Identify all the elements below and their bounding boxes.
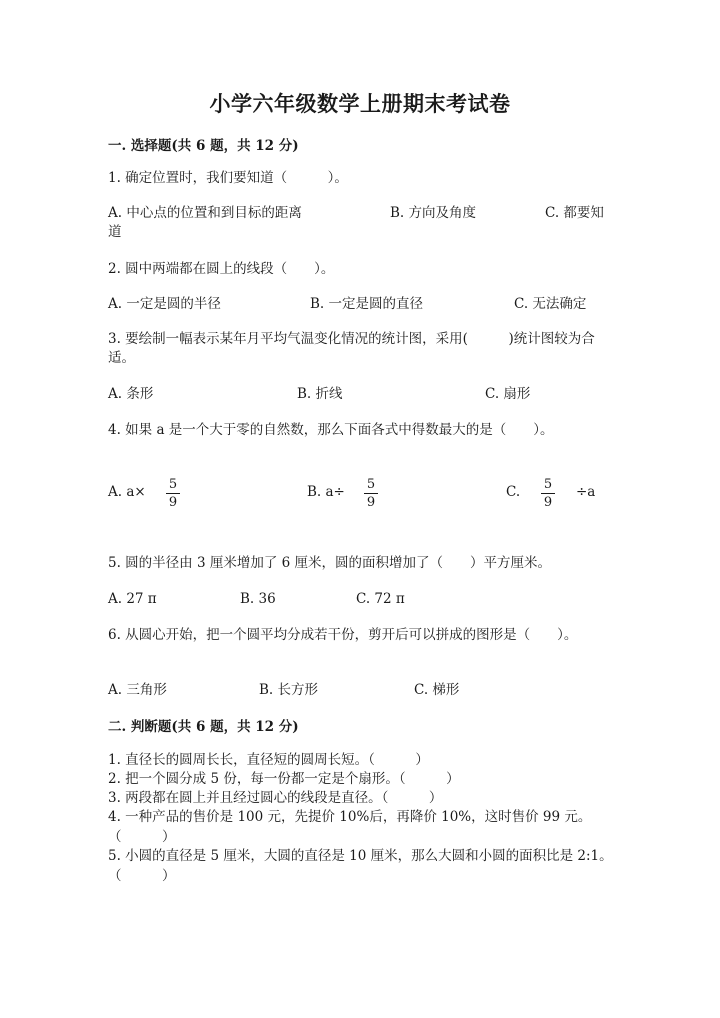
question-1-stem: 1. 确定位置时，我们要知道（ ）。	[108, 170, 348, 186]
question-6-option-c: C. 梯形	[414, 682, 460, 698]
question-4-option-c-fraction	[541, 477, 555, 510]
section-heading-choice: 一. 选择题(共 6 题，共 12 分)	[108, 138, 299, 154]
fraction-bar	[166, 493, 180, 494]
judge-item-5: 5. 小圆的直径是 5 厘米，大圆的直径是 10 厘米，那么大圆和小圆的面积比是 2:1。（ ）	[108, 848, 613, 884]
judge-item-3: 3. 两段都在圆上并且经过圆心的线段是直径。（ ）	[108, 790, 443, 806]
fraction-numerator: 5	[366, 477, 376, 492]
judge-item-2: 2. 把一个圆分成 5 份，每一份都一定是个扇形。（ ）	[108, 771, 460, 787]
question-4-option-a: A. a×	[108, 484, 146, 500]
fraction-denominator: 9	[168, 495, 178, 510]
fraction-numerator: 5	[543, 477, 553, 492]
question-1-option-c: C. 都要知	[545, 205, 604, 221]
question-2-option-a: A. 一定是圆的半径	[108, 296, 221, 312]
question-2-option-c: C. 无法确定	[514, 296, 587, 312]
question-5-stem: 5. 圆的半径由 3 厘米增加了 6 厘米，圆的面积增加了（ ）平方厘米。	[108, 555, 552, 571]
question-4-option-b: B. a÷	[307, 484, 345, 500]
question-4-option-c-suffix: ÷a	[576, 484, 596, 500]
question-3-option-c: C. 扇形	[485, 386, 531, 402]
fraction-denominator: 9	[543, 495, 553, 510]
question-4-stem: 4. 如果 a 是一个大于零的自然数，那么下面各式中得数最大的是（ ）。	[108, 422, 554, 438]
judge-item-4: 4. 一种产品的售价是 100 元，先提价 10%后，再降价 10%，这时售价 99 元。（ ）	[108, 809, 592, 845]
fraction-denominator: 9	[366, 495, 376, 510]
question-3-option-a: A. 条形	[108, 386, 154, 402]
question-4-option-c: C.	[506, 484, 521, 500]
question-5-option-a: A. 27 π	[108, 591, 157, 607]
question-6-option-a: A. 三角形	[108, 682, 167, 698]
question-5-option-b: B. 36	[240, 591, 276, 607]
question-6-stem: 6. 从圆心开始，把一个圆平均分成若干份，剪开后可以拼成的图形是（ ）。	[108, 627, 578, 643]
question-1-option-b: B. 方向及角度	[390, 205, 477, 221]
fraction-bar	[364, 493, 378, 494]
question-1-option-a: A. 中心点的位置和到目标的距离	[108, 205, 302, 221]
fraction-bar	[541, 493, 555, 494]
question-2-stem: 2. 圆中两端都在圆上的线段（ ）。	[108, 261, 335, 277]
question-3-option-b: B. 折线	[297, 386, 343, 402]
question-6-option-b: B. 长方形	[259, 682, 319, 698]
page-title: 小学六年级数学上册期末考试卷	[209, 91, 511, 116]
question-4-option-b-fraction	[364, 477, 378, 510]
question-5-option-c: C. 72 π	[356, 591, 405, 607]
question-2-option-b: B. 一定是圆的直径	[310, 296, 424, 312]
fraction-numerator: 5	[168, 477, 178, 492]
judge-item-1: 1. 直径长的圆周长长，直径短的圆周长短。（ ）	[108, 752, 429, 768]
question-1-option-c-wrap: 道	[108, 224, 122, 240]
question-4-option-a-fraction	[166, 477, 180, 510]
section-heading-judge: 二. 判断题(共 6 题，共 12 分)	[108, 719, 299, 735]
question-3-stem: 3. 要绘制一幅表示某年月平均气温变化情况的统计图，采用( )统计图较为合适。	[108, 331, 595, 366]
